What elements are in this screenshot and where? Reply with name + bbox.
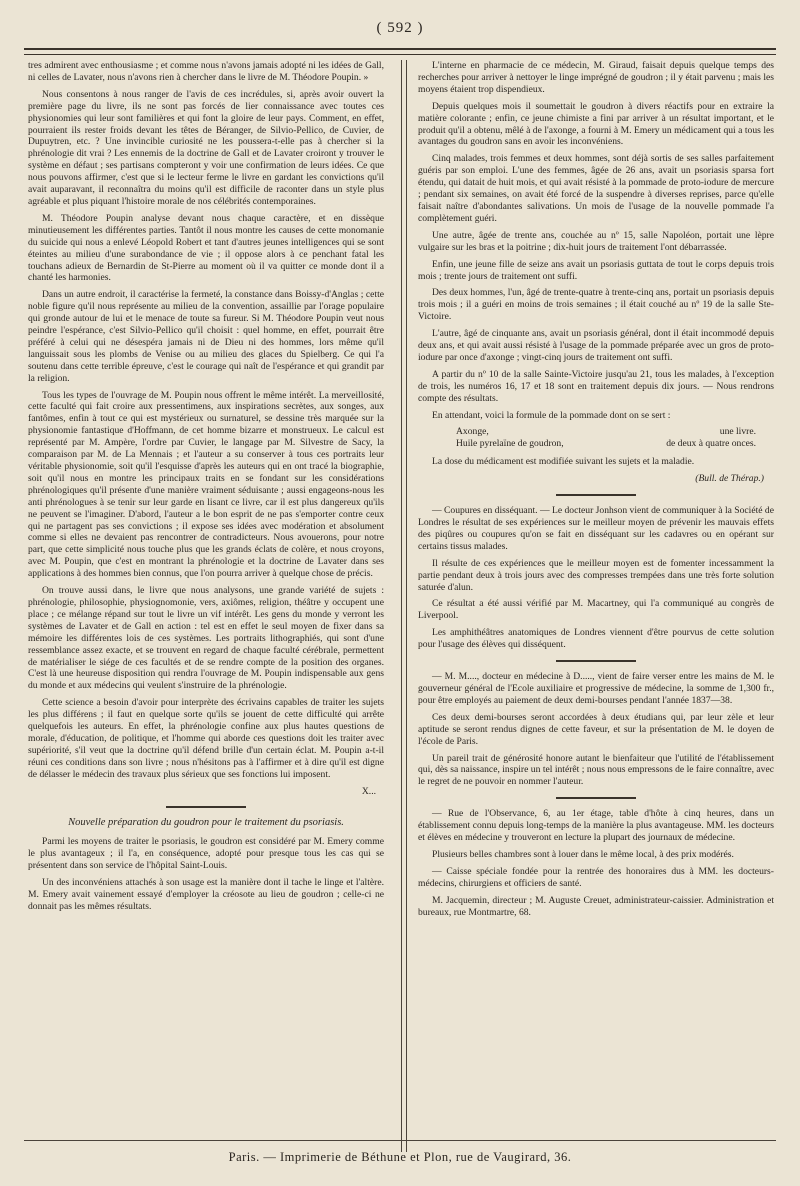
paragraph: Ce résultat a été aussi vérifié par M. Macartney, qui l'a communiqué au congrès de Liverpool. [418,598,774,622]
paragraph: On trouve aussi dans, le livre que nous analysons, une grande variété de sujets : phrénologie, philosophie, physiognomonie, vers, axiômes, religion, théâtre y occupent une place ; ce mélange répand sur tout le livre un vif intérêt. Les gens du monde y verront les systèmes de Lavater et de Gall en action : tel est en effet le seul moyen de fixer dans sa mémoire les différentes lois de ces systèmes. Les portraits lithographiés, qui sont d'une ressemblance assez exacte, et se trouvent en regard de chaque faculté cérébrale, permettent de matérialiser le siége de ces facultés et de se rendre compte de la position des organes. C'est là une heureuse disposition qui rendra l'ouvrage de M. Poupin indispensable aux gens du monde et aux médecins qui veulent s'instruire de la phrénologie. [28,585,384,692]
paragraph: Cinq malades, trois femmes et deux hommes, sont déjà sortis de ses salles parfaitement guéris par son emploi. L'une des femmes, âgée de 26 ans, avait un psoriasis sparsa fort étendu, qui datait de huit mois, et qui avait résisté à la pommade de proto-iodure de mercure ; pendant six semaines, on avait été forcé de la suspendre à diverses reprises, parce qu'elle faisait naître d'abondantes salivations. Un mois de l'usage de la nouvelle pommade l'a complètement guéri. [418,153,774,224]
footer-rule [24,1140,776,1141]
paragraph: — Caisse spéciale fondée pour la rentrée des honoraires dus à MM. les docteurs-médecins, chirurgiens et officiers de santé. [418,865,774,889]
paragraph: A partir du nº 10 de la salle Sainte-Victoire jusqu'au 21, tous les malades, à l'exception de trois, les numéros 16, 17 et 18 sont en traitement depuis dix jours. — Nous rendrons compte des résultats. [418,368,774,404]
printer-imprint: Paris. — Imprimerie de Béthune et Plon, rue de Vaugirard, 36. [228,1150,572,1164]
paragraph: tres admirent avec enthousiasme ; et comme nous n'avons jamais adopté ni les idées de Gall, ni celles de Lavater, nous n'avons rien à chercher dans le livre de M. Théodore Poupin. » [28,60,384,83]
paragraph: En attendant, voici la formule de la pommade dont on se sert : [432,409,671,421]
source-citation: (Bull. de Thérap.) [695,473,764,485]
paragraph: Cette science a besoin d'avoir pour interprète des écrivains capables de traiter les sujets les plus différens ; il faut en quelque sorte qu'ils se jouent de cette difficulté qui arrête quelquefois les auteurs. En effet, la phrénologie confine aux plus hautes questions de morale, d'éducation, de politique, et l'homme qui aborde ces questions doit les traiter avec supériorité, s'il veut que la doctrine qu'il défend brille d'un certain éclat. M. Poupin a-t-il réuni ces conditions dans son livre ; nous n'hésitons pas à l'affirmer et à dire qu'il est digne de délasser le médecin des travaux plus sérieux que ses fonctions lui imposent. [28,697,384,780]
page-number: ( 592 ) [376,20,424,36]
paragraph: Les amphithéâtres anatomiques de Londres viennent d'être pourvus de cette solution pour l'usage des élèves qui disséquent. [418,627,774,651]
paragraph: Un des inconvéniens attachés à son usage est la manière dont il tache le linge et l'altère. M. Emery avait vainement essayé d'employer la créosote au lieu de goudron ; celle-ci ne donnait pas les mêmes résultats. [28,877,384,912]
paragraph: — Coupures en disséquant. — Le docteur Jonhson vient de communiquer à la Société de Londres le résultat de ses expériences sur le meilleur moyen de prévenir les mauvais effets des piqûres ou coupures qu'on se fait en disséquant sur les cadavres ou en opérant sur certains tissus malades. [418,505,774,552]
recipe-row [456,426,756,438]
section-separator [556,660,636,662]
column-divider [401,60,407,1152]
signature: X... [361,785,376,797]
paragraph: Des deux hommes, l'un, âgé de trente-quatre à trente-cinq ans, portait un psoriasis depuis trois mois ; il a guéri en moins de trois semaines ; il était couché au nº 19 de la salle Ste-Victoire. [418,287,774,323]
paragraph: Enfin, une jeune fille de seize ans avait un psoriasis guttata de tout le corps depuis trois mois ; trente jours de traitement ont suffi. [418,258,774,282]
paragraph: Depuis quelques mois il soumettait le goudron à divers réactifs pour en extraire la matière colorante ; enfin, ce jeune chimiste a fini par arriver à un résultat important, et le produit qu'il a obtenu, mêlé à de l'axonge, a fourni à M. Emery un médicament qui a tous les avantages du goudron sans en avoir les inconvéniens. [418,100,774,148]
recipe-row [456,438,756,450]
section-separator [556,494,636,496]
paragraph: M. Jacquemin, directeur ; M. Auguste Creuet, administrateur-caissier. Administration et bureaux, rue Montmartre, 68. [418,894,774,918]
left-column [28,60,384,918]
paragraph: Un pareil trait de générosité honore autant le bienfaiteur que l'utilité de l'établissement qui, dès sa naissance, inspire un tel intérêt ; nous nous empressons de le faire connaître, avec le regret de ne pouvoir en nommer l'auteur. [418,752,774,788]
paragraph: Ces deux demi-bourses seront accordées à deux étudians qui, par leur zèle et leur aptitude se seront rendus dignes de cette faveur, et sur la présentation de M. le doyen de l'école de Paris. [418,711,774,747]
section-separator [166,806,246,808]
paragraph: L'autre, âgé de cinquante ans, avait un psoriasis général, dont il était incommodé depuis deux ans, et qui avait aussi résisté à l'usage de la pommade préparée avec un gros de proto-iodure par once d'axonge ; vingt-cinq jours de traitement ont suffi. [418,328,774,363]
paragraph: Plusieurs belles chambres sont à louer dans le même local, à des prix modérés. [432,848,734,860]
paragraph: Il résulte de ces expériences que le meilleur moyen est de fomenter incessamment la partie pendant deux à trois jours avec des compresses trempées dans une très forte solution saturée d'alun. [418,557,774,593]
paragraph: — M. M...., docteur en médecine à D....., vient de faire verser entre les mains de M. le gouverneur général de l'Ecole auxiliaire et progressive de médecine, la somme de 1,300 fr., pour être employés au paiement de deux demi-bourses pendant l'année 1837—38. [418,671,774,706]
recipe-qty: de deux à quatre onces. [666,438,756,450]
right-column [418,60,774,923]
paragraph: Dans un autre endroit, il caractérise la fermeté, la constance dans Boissy-d'Anglas ; cette noble figure qu'il nous représente au milieu de la convention, assaillie par l'orage populaire qui gronde autour de lui et le menace de toute sa fureur. Si M. Théodore Poupin veut nous peindre l'espérance, c'est Silvio-Pellico qu'il choisit : quel homme, en effet, pourrait être préféré à celui qui ne désespéra jamais ni de Dieu ni des hommes, lors même qu'il languissait sous les plombs de Venise ou au milieu des glaces du Spielberg. Ce qui l'a soutenu dans cette terrible épreuve, c'est le courage qui naît de l'espérance et qui grandit par la religion. [28,289,384,384]
recipe-item: Huile pyrelaïne de goudron, [456,438,564,450]
paragraph: Nous consentons à nous ranger de l'avis de ces incrédules, si, après avoir ouvert la première page du livre, ils ne sont pas forcés de lier connaissance avec toutes ces physionomies qui leur sont familières et qui font la gloire de leur pays. Comment, en effet, pourraient ils rester froids devant les têtes de Béranger, de Silvio-Pellico, de Cuvier, de Dupuytren, etc. ? Une invincible curiosité ne les poussera-t-elle pas à chercher si la phrénologie dit vrai ? Les ennemis de la doctrine de Gall et de Lavater croiront y trouver le système en défaut ; ses partisans compteront y voir une confirmation de leurs idées. Ce que nous pouvons affirmer, c'est que si le lecteur ferme le livre en gardant les convictions qu'il avait auparavant, il reconnaîtra du moins qu'il est difficile de raconter dans un style plus agréable et plus piquant l'histoire morale de nos célébrités contemporaines. [28,88,384,207]
paragraph: Tous les types de l'ouvrage de M. Poupin nous offrent le même intérêt. La merveillosité, cette faculté qui fait croire aux pressentimens, aux inspirations secrètes, aux songes, aux fantômes, enfin à tout ce qui est mystérieux ou surnaturel, se dessine très marquée sur la physionomie fantastique d'Hoffmann, de cet homme bizarre et monstrueux. Le calcul est représenté par M. Ampère, l'ordre par Cuvier, le langage par M. Silvestre de Sacy, la comparaison par M. de La Mennais ; et l'auteur a su conserver à tous ces portraits leur véritable physionomie, soit qu'il l'esquisse d'après les auteurs qui en ont tracé la biographie, soit qu'il nous en montre les principaux traits en se fondant sur les considérations phrénologiques qu'il présente d'une manière vraiment séduisante ; aussi engageons-nous les anti phrénologues à se tenir sur leur garde en lisant ce livre, car il est plus dangereux qu'ils ne peuvent se l'imaginer. D'abord, l'auteur a le bon esprit de ne pas s'emporter contre ceux qui ne partagent pas ses convictions ; il expose ses idées avec modération et absolument comme si elles ne devaient pas rencontrer de contradicteurs. Nous avouerons, pour notre part, que cette simplicité nous touche plus que les grands éclats de colère, et nous croyons, avec M. Poupin, que c'est en montrant la phrénologie et la doctrine de Lavater dans ses applications à des hommes bien connus, que l'on pourra arriver à quelque chose de précis. [28,389,384,580]
paragraph: Une autre, âgée de trente ans, couchée au nº 15, salle Napoléon, portait une lèpre vulgaire sur les bras et la poitrine ; dix-huit jours de traitement l'ont débarrassée. [418,229,774,253]
paragraph: Parmi les moyens de traiter le psoriasis, le goudron est considéré par M. Emery comme le plus avantageux ; il l'a, en conséquence, adopté pour presque tous les cas qui se présentent dans son service de l'hôpital Saint-Louis. [28,836,384,872]
header-rule [24,48,776,55]
paragraph: — Rue de l'Observance, 6, au 1er étage, table d'hôte à cinq heures, dans un établissement connu depuis long-temps de la manière la plus avantageuse. MM. les docteurs et élèves en médecine y trouveront en lecture la plupart des journaux de médecine. [418,808,774,844]
recipe-item: Axonge, [456,426,489,438]
paragraph: La dose du médicament est modifiée suivant les sujets et la maladie. [432,456,695,468]
paragraph: L'interne en pharmacie de ce médecin, M. Giraud, faisait depuis quelque temps des recherches pour arriver à nettoyer le linge imprégné de goudron ; il y était parvenu ; mais les moyens étaient trop dispendieux. [418,60,774,95]
section-separator [556,797,636,799]
paragraph: M. Théodore Poupin analyse devant nous chaque caractère, et en dissèque minutieusement les différentes parties. Tantôt il nous montre les causes de cette monomanie du suicide qui nous a enlevé Léopold Robert et tant d'autres jeunes intelligences qui se sont éteintes au milieu d'une surabondance de vie ; il oppose alors à ce penchant fatal les touchans adieux de Bernardin de St-Pierre au moment où il va quitter ce monde dont il a chanté les harmonies. [28,212,384,284]
recipe-qty: une livre. [719,426,756,438]
article-title: Nouvelle préparation du goudron pour le traitement du psoriasis. [68,817,344,829]
recipe [418,426,774,450]
